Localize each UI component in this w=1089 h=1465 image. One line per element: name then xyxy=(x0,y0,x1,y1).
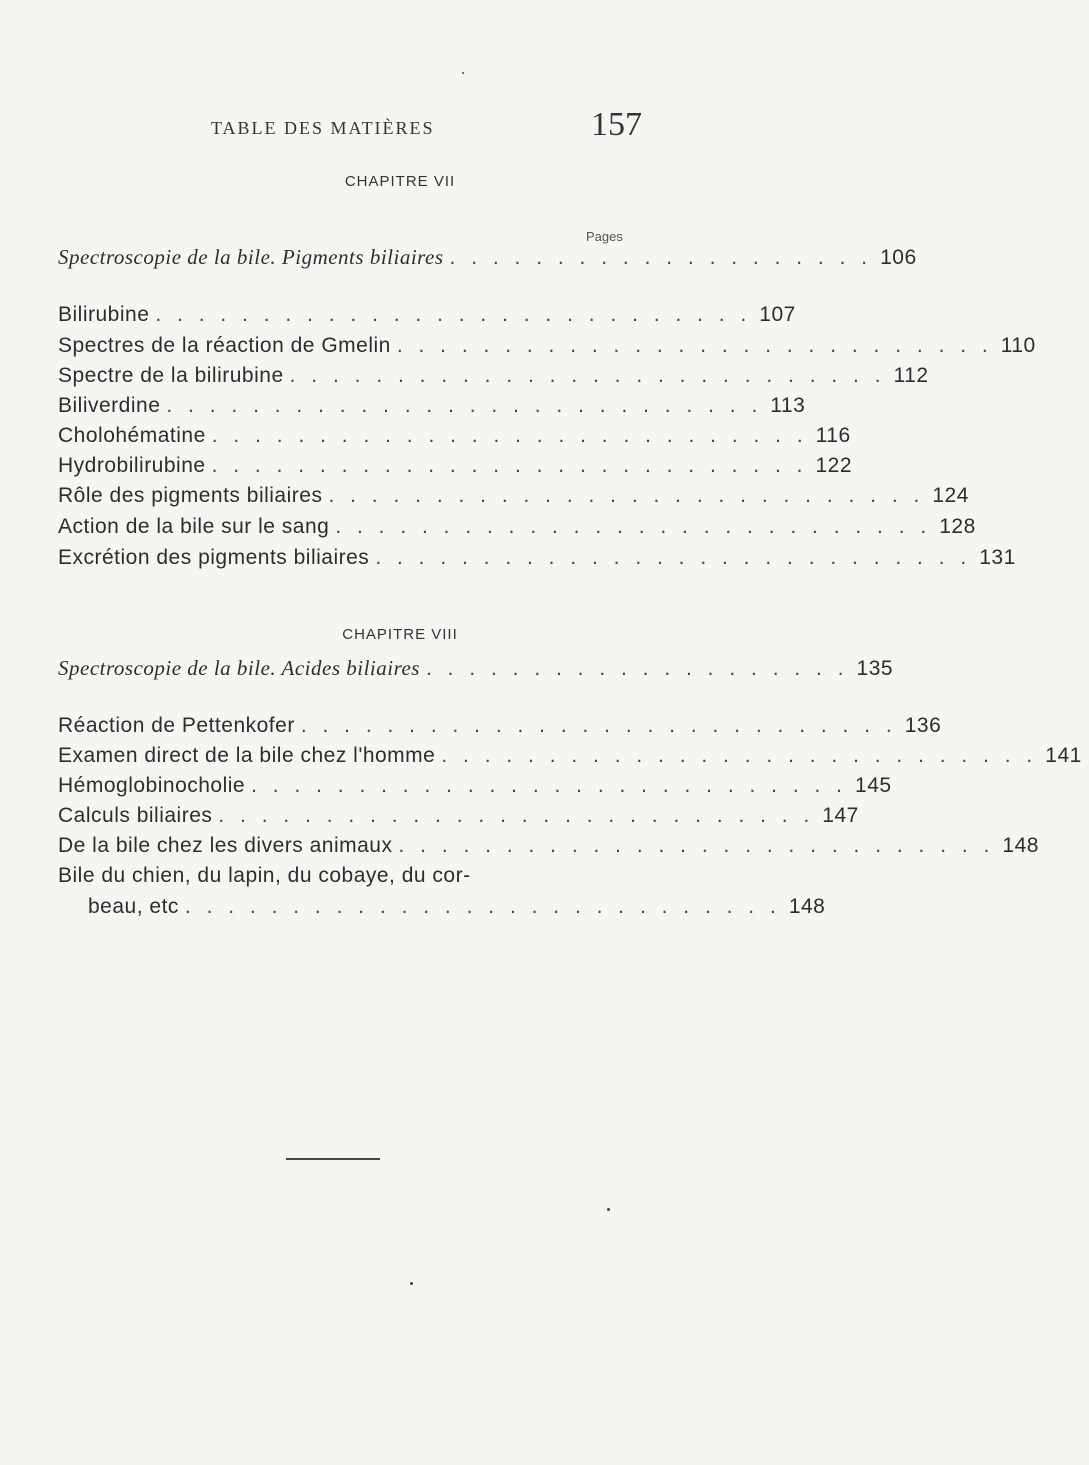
toc-page-number: 147 xyxy=(822,804,859,827)
ink-speck xyxy=(410,1282,413,1285)
closing-rule xyxy=(286,1158,380,1160)
toc-entry-label: Bilirubine xyxy=(58,303,150,326)
toc-section-row xyxy=(58,656,894,686)
toc-entry-label: Réaction de Pettenkofer xyxy=(58,714,295,737)
toc-entry-label: Rôle des pigments biliaires xyxy=(58,484,323,507)
toc-section-row xyxy=(58,245,917,275)
dot-leader: . . . . . . . . . . . . . . . . . . . . . . . . . . . . xyxy=(335,515,932,538)
dot-leader: . . . . . . . . . . . . . . . . . . . . . . . . . . . . xyxy=(289,364,886,387)
toc-page-number: 135 xyxy=(856,657,894,680)
toc-entry xyxy=(58,834,1039,864)
toc-entry-continuation xyxy=(88,895,826,925)
dot-leader: . . . . . . . . . . . . . . . . . . . . . . . . . . . . xyxy=(328,484,925,507)
toc-page-number: 122 xyxy=(815,454,853,477)
chapter-heading: CHAPITRE VIII xyxy=(342,626,458,643)
toc-page-number: 136 xyxy=(904,714,942,737)
toc-entry-label: Examen direct de la bile chez l'homme xyxy=(58,744,436,767)
toc-entry xyxy=(58,744,1082,774)
toc-page-number: 107 xyxy=(759,303,796,326)
dot-leader: . . . . . . . . . . . . . . . . . . . . . . . . . . . . xyxy=(396,334,993,357)
dot-leader: . . . . . . . . . . . . . . . . . . . . . . . . . . . . xyxy=(155,303,752,326)
toc-page-number: 148 xyxy=(1002,834,1039,857)
toc-entry xyxy=(58,546,1016,576)
dot-leader: . . . . . . . . . . . . . . . . . . . . . . . . . . . . xyxy=(211,424,808,447)
toc-page-number: 106 xyxy=(880,246,917,269)
toc-page-number: 110 xyxy=(1000,334,1036,357)
toc-section-title: Spectroscopie de la bile. Pigments biliaires xyxy=(58,245,444,269)
toc-entry xyxy=(58,424,851,454)
dot-leader: . . . . . . . . . . . . . . . . . . . . . . . . . . . . xyxy=(300,714,897,737)
dot-leader: . . . . . . . . . . . . . . . . . . . . . . . . . . . . xyxy=(398,834,995,857)
toc-section-title: Spectroscopie de la bile. Acides biliaires xyxy=(58,656,420,680)
page-number: 157 xyxy=(591,106,642,143)
dot-leader: . . . . . . . . . . . . . . . . . . . . . . . . . . . . xyxy=(166,394,763,417)
toc-page-number: 131 xyxy=(979,546,1016,569)
toc-entry-label: Spectres de la réaction de Gmelin xyxy=(58,334,391,357)
dot-leader: . . . . . . . . . . . . . . . . . . . . . . . . . . . . xyxy=(441,744,1038,767)
toc-entry-label: beau, etc xyxy=(88,895,179,918)
toc-page-number: 116 xyxy=(815,424,851,447)
toc-entry-label: Hydrobilirubine xyxy=(58,454,206,477)
toc-page-number: 112 xyxy=(893,364,929,387)
toc-entry-label: Excrétion des pigments biliaires xyxy=(58,546,370,569)
toc-entry-continued xyxy=(58,864,578,894)
toc-entry xyxy=(58,484,969,514)
toc-entry xyxy=(58,394,806,424)
dot-leader: . . . . . . . . . . . . . . . . . . . . . . . . . . . . xyxy=(375,546,972,569)
toc-entry xyxy=(58,714,942,744)
toc-entry-label: Bile du chien, du lapin, du cobaye, du cor- xyxy=(58,864,471,887)
toc-entry-label: Spectre de la bilirubine xyxy=(58,364,284,387)
toc-page-number: 124 xyxy=(932,484,969,507)
toc-entry xyxy=(58,364,929,394)
toc-entry xyxy=(58,515,976,545)
toc-entry xyxy=(58,334,1036,364)
toc-page-number: 128 xyxy=(939,515,976,538)
pages-column-label: Pages xyxy=(586,229,623,244)
ink-speck xyxy=(607,1208,610,1211)
dot-leader: . . . . . . . . . . . . . . . . . . . . xyxy=(425,657,849,680)
toc-entry-label: Biliverdine xyxy=(58,394,161,417)
toc-entry-label: De la bile chez les divers animaux xyxy=(58,834,393,857)
chapter-heading: CHAPITRE VII xyxy=(344,173,456,190)
toc-page-number: 145 xyxy=(855,774,892,797)
toc-entry-label: Action de la bile sur le sang xyxy=(58,515,330,538)
toc-entry xyxy=(58,454,853,484)
dot-leader: . . . . . . . . . . . . . . . . . . . . . . . . . . . . xyxy=(251,774,848,797)
toc-entry-label: Cholohématine xyxy=(58,424,206,447)
running-title: TABLE DES MATIÈRES xyxy=(211,118,435,138)
toc-page-number: 141 xyxy=(1045,744,1082,767)
toc-page-number: 113 xyxy=(770,394,806,417)
toc-page-number: 148 xyxy=(788,895,826,918)
toc-entry-label: Calculs biliaires xyxy=(58,804,213,827)
toc-entry xyxy=(58,774,892,804)
toc-entry-label: Hémoglobinocholie xyxy=(58,774,246,797)
toc-entry xyxy=(58,804,859,834)
dot-leader: . . . . . . . . . . . . . . . . . . . . . . . . . . . . xyxy=(211,454,808,477)
ink-speck xyxy=(462,72,464,74)
toc-entry xyxy=(58,303,796,333)
dot-leader: . . . . . . . . . . . . . . . . . . . . . . . . . . . . xyxy=(218,804,815,827)
dot-leader: . . . . . . . . . . . . . . . . . . . . xyxy=(449,246,873,269)
dot-leader: . . . . . . . . . . . . . . . . . . . . . . . . . . . . xyxy=(184,895,781,918)
